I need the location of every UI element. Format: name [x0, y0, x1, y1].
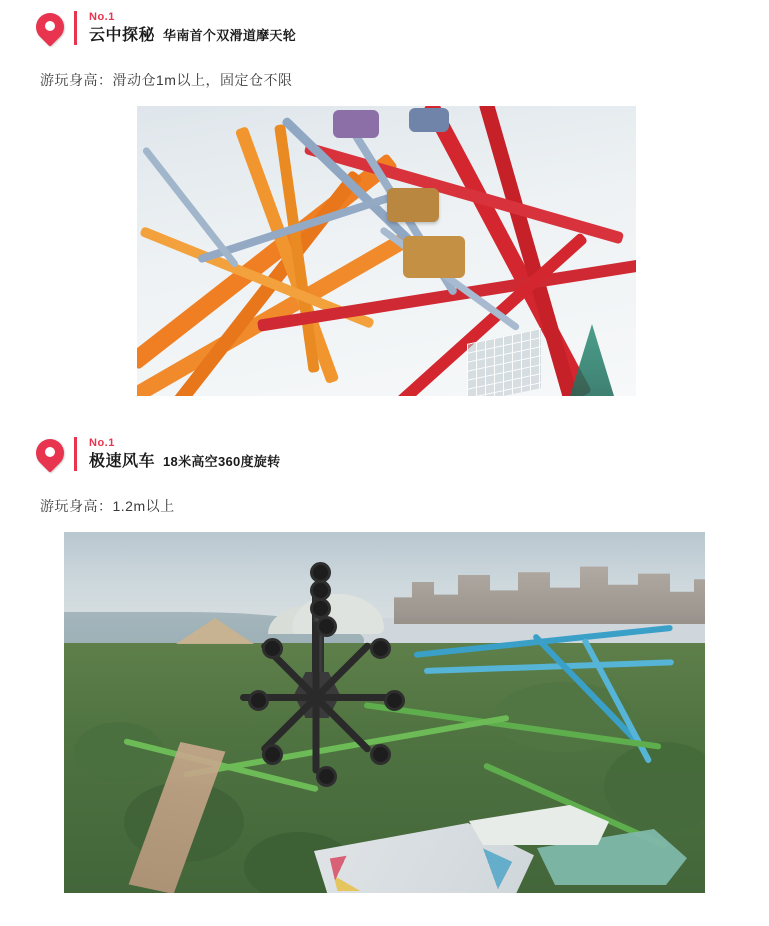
height-requirement-1: 游玩身高：滑动仓1m以上，固定仓不限 — [40, 72, 293, 88]
attraction-photo-1 — [137, 106, 636, 396]
rank-label-2: No.1 — [89, 436, 115, 449]
attraction-title-2: 极速风车 — [89, 452, 156, 470]
title-group-2 — [89, 437, 280, 471]
attraction-subtitle-1: 华南首个双滑道摩天轮 — [163, 27, 297, 43]
accent-bar — [74, 437, 77, 471]
ride-structure — [260, 594, 378, 794]
section-header-2 — [0, 426, 769, 482]
attraction-section-1 — [0, 0, 769, 396]
attraction-section-2 — [0, 426, 769, 893]
location-pin-icon — [36, 11, 64, 45]
image-wrap-2 — [0, 532, 769, 893]
title-group-1 — [89, 11, 296, 45]
rank-label-1: No.1 — [89, 10, 115, 23]
height-requirement-2: 游玩身高：1.2m以上 — [40, 498, 175, 514]
image-wrap-1 — [0, 106, 769, 396]
attraction-subtitle-2: 18米高空360度旋转 — [163, 453, 281, 469]
attraction-title-1: 云中探秘 — [89, 26, 156, 44]
attraction-photo-2 — [64, 532, 705, 893]
accent-bar — [74, 11, 77, 45]
location-pin-icon — [36, 437, 64, 471]
section-header-1 — [0, 0, 769, 56]
